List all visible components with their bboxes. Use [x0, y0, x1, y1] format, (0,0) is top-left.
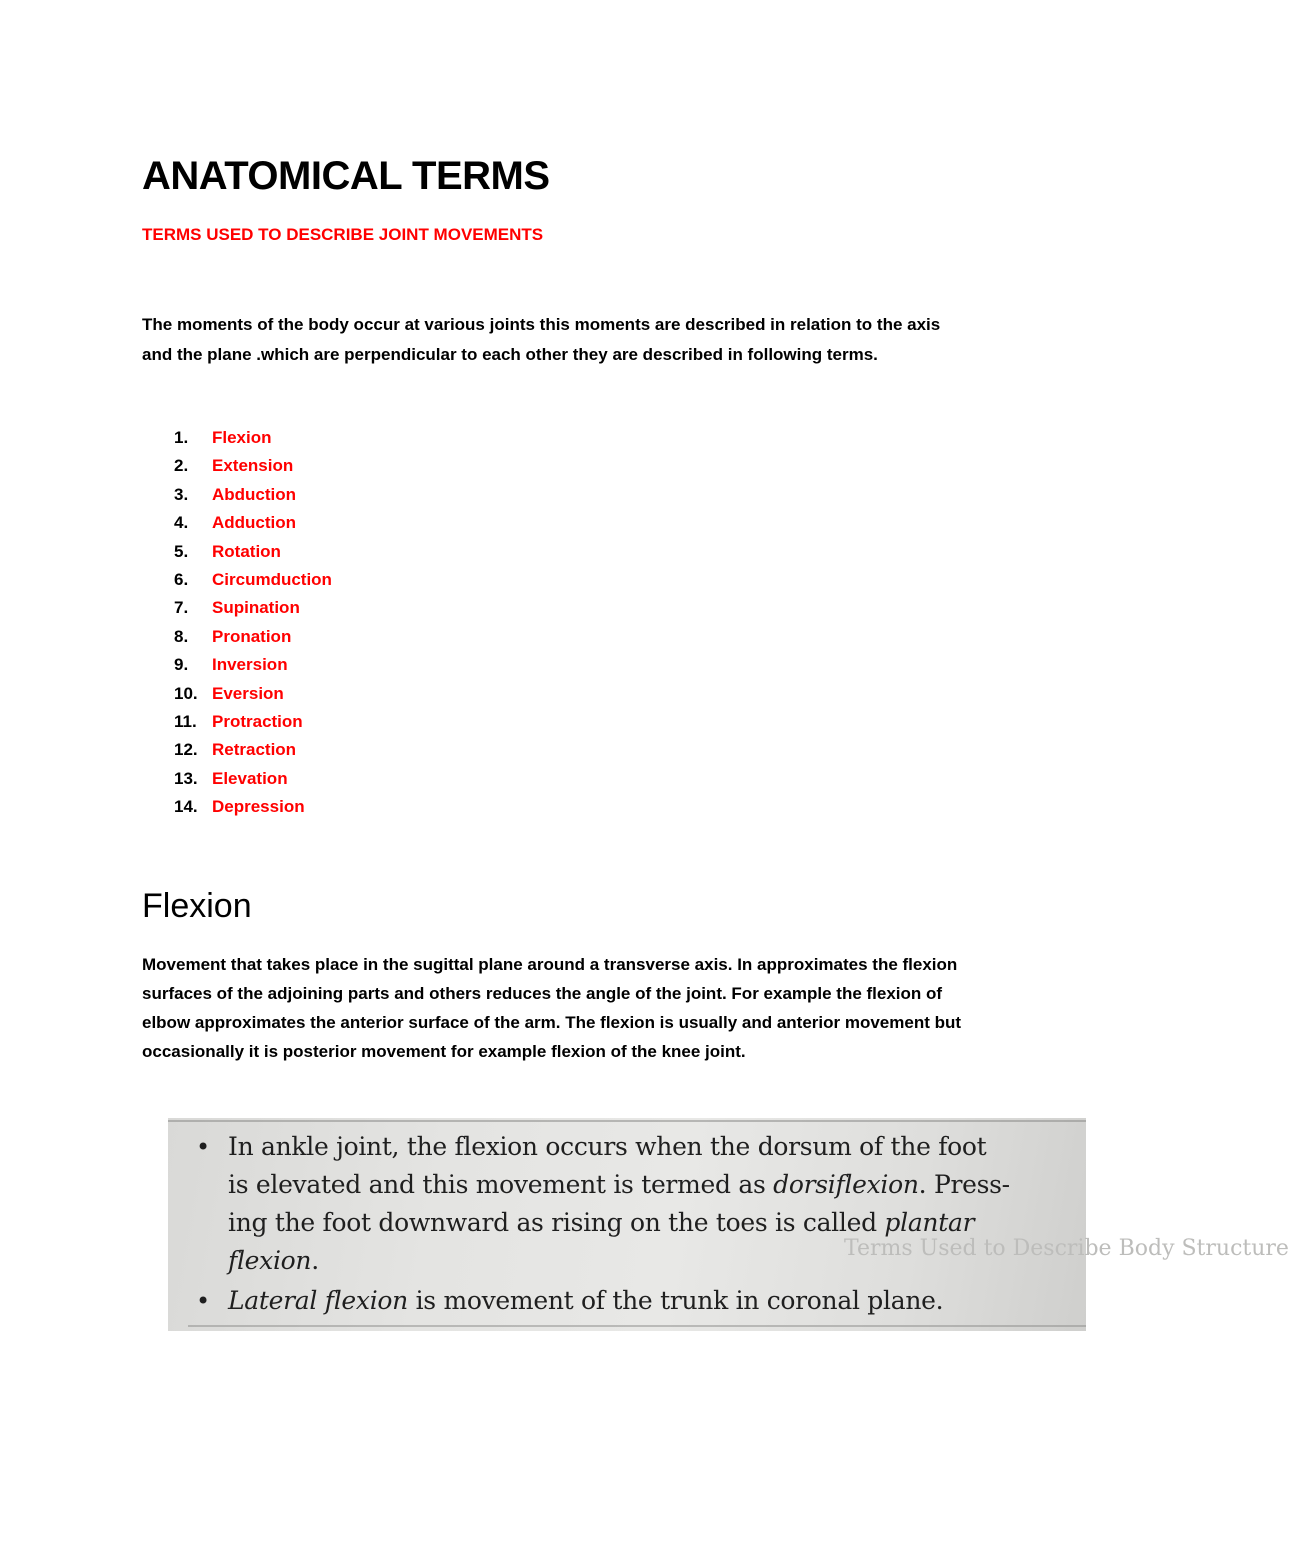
term-label: Elevation — [212, 768, 288, 788]
term-number: 13. — [174, 768, 198, 788]
flexion-heading: Flexion — [142, 887, 252, 925]
intro-paragraph — [142, 310, 1042, 370]
term-label: Circumduction — [212, 569, 332, 589]
intro-line: and the plane .which are perpendicular to each other they are described in following terms. — [142, 345, 878, 364]
term-number: 5. — [174, 541, 189, 561]
bleed-through-text: Terms Used to Describe Body Structure — [844, 1236, 1289, 1261]
term-label: Depression — [212, 797, 305, 817]
term-label: Inversion — [212, 655, 288, 675]
flexion-line: surfaces of the adjoining parts and others reduces the angle of the joint. For example the flexion of — [142, 984, 943, 1003]
term-number: 6. — [174, 569, 189, 589]
excerpt-text: is movement of the trunk in coronal plane. — [407, 1286, 944, 1315]
term-label: Rotation — [212, 541, 281, 561]
excerpt-line — [228, 1282, 943, 1320]
term-label: Protraction — [212, 711, 303, 731]
term-number: 1. — [174, 428, 189, 447]
intro-line: The moments of the body occur at various joints this moments are described in relation to the axis — [142, 315, 941, 334]
term-label: Eversion — [212, 683, 284, 703]
bullet-icon: • — [196, 1287, 211, 1315]
excerpt-text: In ankle joint, the flexion occurs when the dorsum of the foot — [228, 1132, 987, 1161]
excerpt-text: . Press- — [918, 1170, 1010, 1199]
bullet-icon: • — [196, 1133, 211, 1161]
excerpt-italic-term: dorsiflexion — [773, 1170, 919, 1199]
term-label: Pronation — [212, 626, 292, 646]
excerpt-italic-term: Lateral flexion — [228, 1286, 408, 1315]
excerpt-line — [228, 1128, 986, 1166]
document-subtitle: TERMS USED TO DESCRIBE JOINT MOVEMENTS — [142, 225, 544, 244]
term-label: Adduction — [212, 513, 297, 533]
excerpt-text: is elevated and this movement is termed as — [228, 1170, 774, 1199]
term-number: 3. — [174, 484, 189, 504]
term-number: 10. — [174, 683, 198, 703]
excerpt-text: ing the foot downward as rising on the toes is called — [228, 1208, 885, 1237]
term-number: 7. — [174, 598, 189, 618]
book-excerpt-image — [168, 1118, 1289, 1331]
term-label: Abduction — [212, 484, 297, 504]
term-number: 12. — [174, 740, 198, 760]
excerpt-line — [228, 1242, 319, 1280]
term-label: Extension — [212, 456, 294, 476]
term-label: Retraction — [212, 740, 297, 760]
term-number: 9. — [174, 655, 189, 675]
term-number: 4. — [174, 513, 189, 533]
flexion-line: elbow approximates the anterior surface of the arm. The flexion is usually and anterior movement but — [142, 1013, 962, 1032]
flexion-line: Movement that takes place in the sugittal plane around a transverse axis. In approximates the flexion — [142, 955, 958, 974]
term-number: 2. — [174, 456, 189, 476]
term-label: Supination — [212, 598, 300, 618]
term-number: 14. — [174, 797, 198, 817]
term-label: Flexion — [212, 428, 272, 447]
document-title: ANATOMICAL TERMS — [142, 154, 550, 198]
flexion-line: occasionally it is posterior movement for example flexion of the knee joint. — [142, 1042, 746, 1061]
flexion-paragraph — [142, 950, 1082, 1066]
excerpt-line — [228, 1204, 974, 1242]
excerpt-line — [228, 1166, 1010, 1204]
term-number: 11. — [174, 711, 197, 731]
excerpt-italic-term: flexion — [228, 1246, 312, 1275]
excerpt-italic-term: plantar — [884, 1208, 975, 1237]
term-number: 8. — [174, 626, 189, 646]
excerpt-text: . — [311, 1246, 319, 1275]
